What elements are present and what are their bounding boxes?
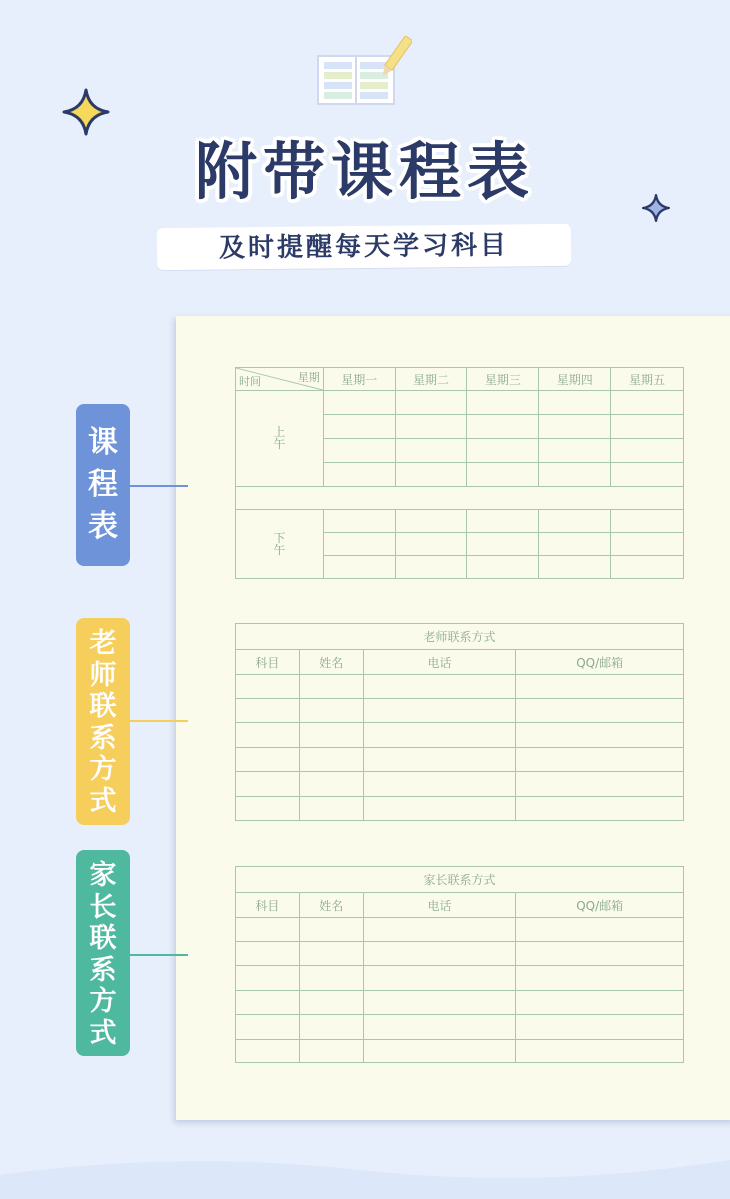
table-row xyxy=(236,772,684,796)
day-header: 星期三 xyxy=(467,368,539,391)
table-cell[interactable] xyxy=(363,796,516,820)
table-cell[interactable] xyxy=(516,699,684,723)
table-cell[interactable] xyxy=(299,966,363,990)
table-cell[interactable] xyxy=(516,1015,684,1039)
table-cell[interactable] xyxy=(516,674,684,698)
table-row xyxy=(236,917,684,941)
table-cell[interactable] xyxy=(236,796,300,820)
teacher-connector xyxy=(130,720,188,722)
table-cell[interactable] xyxy=(299,723,363,747)
table-cell[interactable] xyxy=(299,1039,363,1062)
page-subtitle: 及时提醒每天学习科目 xyxy=(218,230,510,264)
table-row xyxy=(236,699,684,723)
schedule-cell[interactable] xyxy=(539,533,611,556)
table-cell[interactable] xyxy=(516,942,684,966)
schedule-cell[interactable] xyxy=(611,463,684,487)
table-cell[interactable] xyxy=(363,990,516,1014)
schedule-cell[interactable] xyxy=(323,556,395,579)
parent-tag-label: 家长联系方式 xyxy=(89,860,117,1049)
subtitle-banner xyxy=(157,224,571,270)
schedule-cell[interactable] xyxy=(467,533,539,556)
table-cell[interactable] xyxy=(363,1039,516,1062)
table-cell[interactable] xyxy=(299,1015,363,1039)
table-cell[interactable] xyxy=(236,1039,300,1062)
schedule-cell[interactable] xyxy=(611,556,684,579)
schedule-cell[interactable] xyxy=(323,463,395,487)
table-cell[interactable] xyxy=(516,723,684,747)
table-cell[interactable] xyxy=(516,966,684,990)
table-row xyxy=(236,1039,684,1062)
table-cell[interactable] xyxy=(299,699,363,723)
schedule-cell[interactable] xyxy=(323,391,395,415)
table-cell[interactable] xyxy=(236,723,300,747)
day-header: 星期五 xyxy=(611,368,684,391)
table-cell[interactable] xyxy=(236,990,300,1014)
table-cell[interactable] xyxy=(363,772,516,796)
table-row xyxy=(236,1015,684,1039)
schedule-tag xyxy=(76,404,130,566)
table-row xyxy=(236,796,684,820)
schedule-cell[interactable] xyxy=(467,510,539,533)
table-row xyxy=(236,674,684,698)
morning-cell xyxy=(236,391,324,487)
day-header: 星期二 xyxy=(395,368,467,391)
table-cell[interactable] xyxy=(363,747,516,771)
teacher-table-title: 老师联系方式 xyxy=(236,624,684,650)
table-cell[interactable] xyxy=(236,966,300,990)
teacher-contact-tag xyxy=(76,618,130,825)
schedule-cell[interactable] xyxy=(467,391,539,415)
column-header: QQ/邮箱 xyxy=(516,650,684,674)
column-header: 姓名 xyxy=(299,893,363,917)
column-header: 电话 xyxy=(363,650,516,674)
table-row xyxy=(236,990,684,1014)
schedule-cell[interactable] xyxy=(611,439,684,463)
schedule-cell[interactable] xyxy=(323,439,395,463)
schedule-cell[interactable] xyxy=(611,415,684,439)
column-header: 电话 xyxy=(363,893,516,917)
schedule-cell[interactable] xyxy=(467,556,539,579)
table-cell[interactable] xyxy=(236,917,300,941)
book-icon xyxy=(312,36,412,108)
table-cell[interactable] xyxy=(299,747,363,771)
table-cell[interactable] xyxy=(363,1015,516,1039)
table-row xyxy=(236,966,684,990)
lunch-break-row xyxy=(236,487,684,510)
table-cell[interactable] xyxy=(363,699,516,723)
afternoon-cell xyxy=(236,510,324,579)
column-header: 姓名 xyxy=(299,650,363,674)
schedule-cell[interactable] xyxy=(539,415,611,439)
table-cell[interactable] xyxy=(363,942,516,966)
schedule-cell[interactable] xyxy=(611,510,684,533)
schedule-cell[interactable] xyxy=(539,439,611,463)
table-cell[interactable] xyxy=(299,942,363,966)
table-cell[interactable] xyxy=(236,942,300,966)
schedule-corner-cell xyxy=(236,368,324,391)
teacher-tag-label: 老师联系方式 xyxy=(89,628,117,817)
morning-label: 上午 xyxy=(273,425,286,451)
table-cell[interactable] xyxy=(363,917,516,941)
table-row xyxy=(236,723,684,747)
table-cell[interactable] xyxy=(363,674,516,698)
schedule-cell[interactable] xyxy=(323,533,395,556)
table-cell[interactable] xyxy=(299,990,363,1014)
parent-table-title: 家长联系方式 xyxy=(236,867,684,893)
table-cell[interactable] xyxy=(236,747,300,771)
corner-label-day: 星期 xyxy=(297,371,320,384)
table-cell[interactable] xyxy=(299,772,363,796)
day-header: 星期四 xyxy=(539,368,611,391)
table-cell[interactable] xyxy=(236,699,300,723)
schedule-cell[interactable] xyxy=(395,415,467,439)
schedule-cell[interactable] xyxy=(539,556,611,579)
table-cell[interactable] xyxy=(363,966,516,990)
schedule-cell[interactable] xyxy=(395,510,467,533)
parent-contact-table xyxy=(235,866,684,1063)
schedule-cell[interactable] xyxy=(539,391,611,415)
parent-contact-tag xyxy=(76,850,130,1056)
schedule-cell[interactable] xyxy=(323,510,395,533)
schedule-tag-label: 课程表 xyxy=(88,425,118,544)
column-header: 科目 xyxy=(236,650,300,674)
schedule-cell[interactable] xyxy=(467,415,539,439)
table-cell[interactable] xyxy=(516,772,684,796)
page-title: 附带课程表 xyxy=(194,135,535,208)
table-row xyxy=(236,747,684,771)
schedule-cell[interactable] xyxy=(395,556,467,579)
table-cell[interactable] xyxy=(299,796,363,820)
table-cell[interactable] xyxy=(363,723,516,747)
schedule-connector xyxy=(130,485,188,487)
schedule-cell[interactable] xyxy=(467,463,539,487)
table-cell[interactable] xyxy=(516,796,684,820)
table-cell[interactable] xyxy=(299,917,363,941)
column-header: QQ/邮箱 xyxy=(516,893,684,917)
schedule-cell[interactable] xyxy=(611,391,684,415)
table-cell[interactable] xyxy=(516,747,684,771)
table-row xyxy=(236,942,684,966)
parent-connector xyxy=(130,954,188,956)
schedule-cell[interactable] xyxy=(395,391,467,415)
table-cell[interactable] xyxy=(236,772,300,796)
schedule-cell[interactable] xyxy=(395,533,467,556)
schedule-cell[interactable] xyxy=(323,415,395,439)
schedule-table xyxy=(235,367,684,579)
table-cell[interactable] xyxy=(236,674,300,698)
teacher-contact-table xyxy=(235,623,684,821)
schedule-cell[interactable] xyxy=(467,439,539,463)
afternoon-label: 下午 xyxy=(273,530,286,557)
schedule-cell[interactable] xyxy=(539,463,611,487)
schedule-cell[interactable] xyxy=(395,439,467,463)
table-cell[interactable] xyxy=(236,1015,300,1039)
table-cell[interactable] xyxy=(516,1039,684,1062)
schedule-cell[interactable] xyxy=(539,510,611,533)
column-header: 科目 xyxy=(236,893,300,917)
day-header: 星期一 xyxy=(323,368,395,391)
table-cell[interactable] xyxy=(299,674,363,698)
corner-label-time: 时间 xyxy=(239,375,261,388)
table-cell[interactable] xyxy=(516,917,684,941)
table-cell[interactable] xyxy=(516,990,684,1014)
schedule-cell[interactable] xyxy=(611,533,684,556)
schedule-cell[interactable] xyxy=(395,463,467,487)
